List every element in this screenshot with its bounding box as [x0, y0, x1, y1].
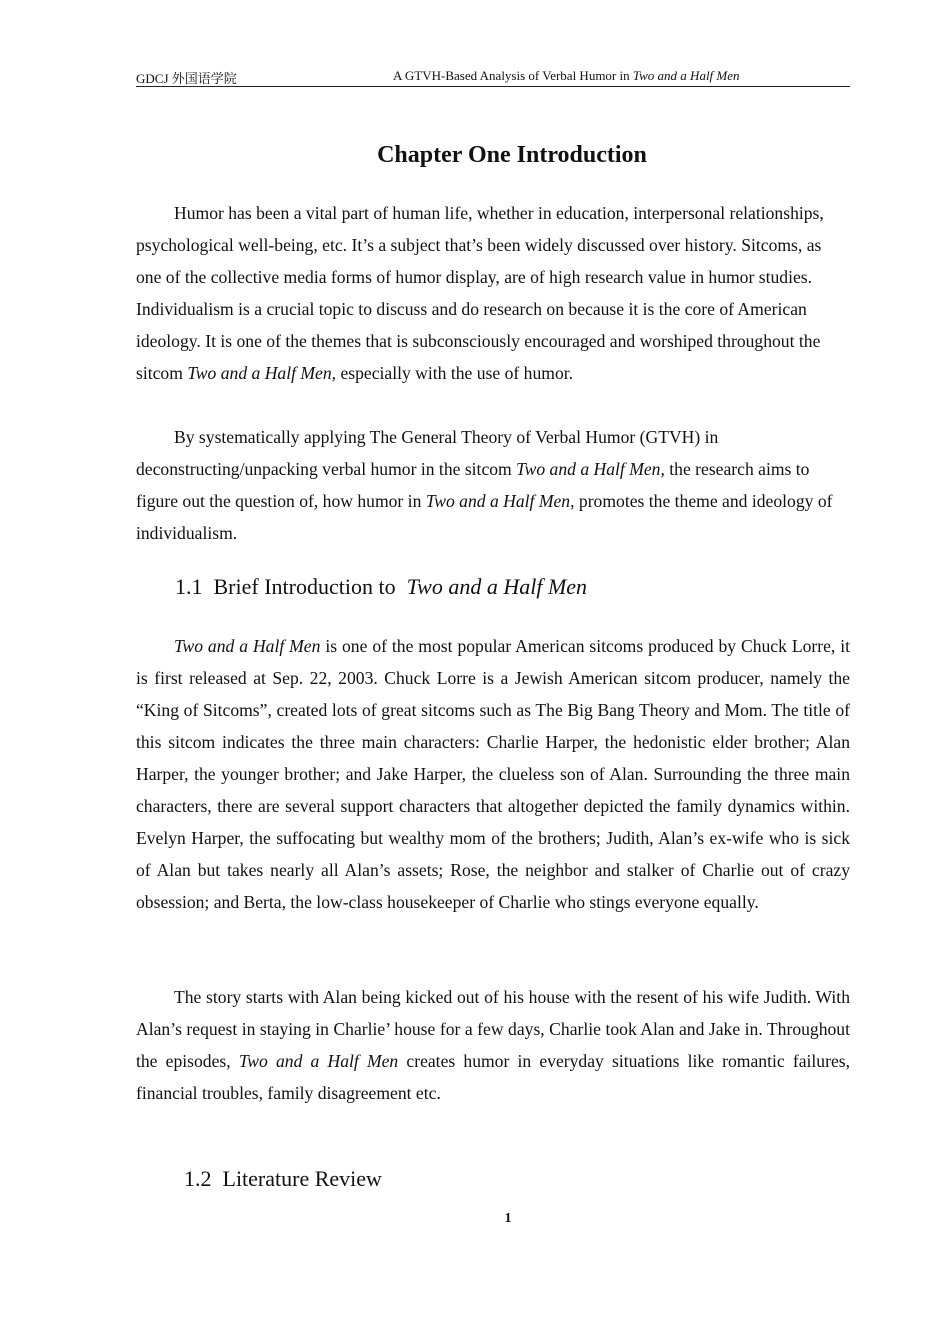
p4-sitcom-title: Two and a Half Men	[238, 1051, 399, 1071]
section-number: 1.1	[175, 574, 203, 599]
p4-part-b: creates humor in everyday situations like romantic failures, financial troubles, family disagreement etc.	[136, 1051, 851, 1103]
page-number: 1	[504, 1211, 512, 1226]
header-institution: GDCJ 外国语学院	[136, 71, 237, 86]
p2-part-b: the research aims to figure out the question of, how humor in	[136, 459, 810, 511]
section-heading-1-1	[175, 574, 587, 600]
section-number: 1.2	[184, 1166, 212, 1191]
p2-part-c: promotes the theme and ideology of individualism.	[136, 491, 833, 543]
section-title: Literature Review	[222, 1166, 382, 1191]
chapter-title: Chapter One Introduction	[377, 142, 647, 168]
section-heading-1-2	[184, 1166, 382, 1192]
paragraph-research-aim	[136, 421, 850, 549]
p1-text: Humor has been a vital part of human life, whether in education, interpersonal relationships, psychological well-being, etc. It’s a subject that’s been widely discussed over history. Sitcoms, as one of the collective media forms of humor display, are of high research value in humor studies. Individualism is a crucial topic to discuss and do research on because it is the core of American ideology. It is one of the themes that is subconsciously encouraged and worshiped throughout the sitcom	[136, 203, 824, 383]
header-paper-title	[393, 68, 740, 84]
running-header	[136, 66, 850, 87]
section-title-prefix: Brief Introduction to	[213, 574, 396, 599]
paragraph-story-summary	[136, 981, 850, 1109]
p3-sitcom-title: Two and a Half Men	[174, 636, 321, 656]
paragraph-intro	[136, 197, 850, 389]
p4-part-a: The story starts with Alan being kicked out of his house with the resent of his wife Judith. With Alan’s request in staying in Charlie’ house for a few days, Charlie took Alan and Jake in. Throughout the episodes,	[136, 987, 850, 1071]
paragraph-sitcom-overview	[136, 630, 850, 918]
header-title-prefix: A GTVH-Based Analysis of Verbal Humor in	[393, 68, 633, 83]
p2-sitcom-title-2: Two and a Half Men,	[425, 491, 575, 511]
p1-sitcom-title: Two and a Half Men,	[187, 363, 337, 383]
p1-end: especially with the use of humor.	[336, 363, 574, 383]
header-title-italic: Two and a Half Men	[632, 68, 740, 83]
p3-text: is one of the most popular American sitcoms produced by Chuck Lorre, it is first released at Sep. 22, 2003. Chuck Lorre is a Jewish American sitcom producer, namely the “King of Sitcoms”, created lots of great sitcoms such as The Big Bang Theory and Mom. The title of this sitcom indicates the three main characters: Charlie Harper, the hedonistic elder brother; Alan Harper, the younger brother; and Jake Harper, the clueless son of Alan. Surrounding the three main characters, there are several support characters that altogether depicted the family dynamics within. Evelyn Harper, the suffocating but wealthy mom of the brothers; Judith, Alan’s ex-wife who is sick of Alan but takes nearly all Alan’s assets; Rose, the neighbor and stalker of Charlie out of crazy obsession; and Berta, the low-class housekeeper of Charlie who stings everyone equally.	[136, 636, 850, 912]
p2-part-a: By systematically applying The General Theory of Verbal Humor (GTVH) in deconstructing/unpacking verbal humor in the sitcom	[136, 427, 719, 479]
section-title-italic: Two and a Half Men	[406, 574, 588, 599]
p2-sitcom-title-1: Two and a Half Men,	[516, 459, 665, 479]
